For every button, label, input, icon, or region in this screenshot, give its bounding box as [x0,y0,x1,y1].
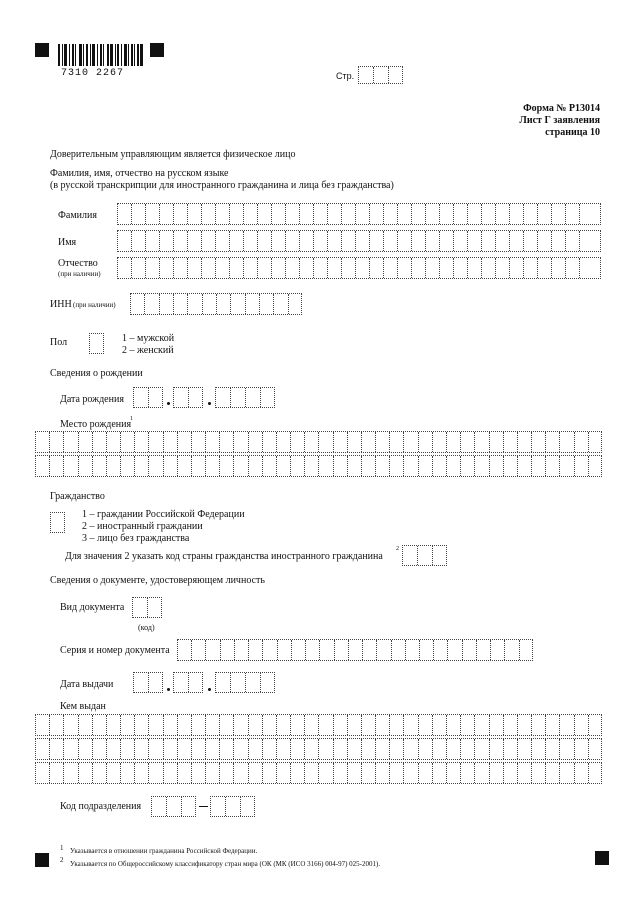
country-code-cells[interactable] [402,545,447,566]
footnote-1-num: 1 [60,844,64,852]
form-number: Форма № Р13014 [523,103,600,114]
issued-by-row-2[interactable] [35,738,602,760]
registration-mark-top-right [150,43,164,57]
date-separator-dot [167,402,170,405]
sex-option-1: 1 – мужской [122,333,175,344]
issued-by-row-3[interactable] [35,762,602,784]
birth-day-cells[interactable] [133,387,163,408]
footnote-2-text: Указывается по Общероссийскому классификатору стран мира (ОК (МК (ИСО 3166) 004-97) 025-2001). [70,860,381,868]
surname-label: Фамилия [58,210,97,221]
barcode [58,44,143,66]
date-separator-dot [208,688,211,691]
document-type-cells[interactable] [132,597,162,618]
sex-option-2: 2 – женский [122,345,174,356]
inn-note: (при наличии) [73,301,116,309]
issue-year-cells[interactable] [215,672,275,693]
footnote-2-num: 2 [60,856,64,864]
sheet-label: Лист Г заявления [519,115,600,126]
issue-month-cells[interactable] [173,672,203,693]
footnote-ref-2: 2 [396,546,399,552]
section-title: Доверительным управляющим является физическое лицо [50,149,296,160]
registration-mark-top-left [35,43,49,57]
patronymic-note: (при наличии) [58,270,101,278]
inn-cells[interactable] [130,293,302,315]
citizenship-option-1: 1 – граждании Российской Федерации [82,509,245,520]
surname-cells[interactable] [117,203,601,225]
page-label-right: страница 10 [545,127,600,138]
inn-label: ИНН [50,299,72,310]
issue-day-cells[interactable] [133,672,163,693]
citizenship-option-3: 3 – лицо без гражданства [82,533,190,544]
registration-mark-bottom-left [35,853,49,867]
name-hint: Фамилия, имя, отчество на русском языке [50,168,229,179]
birth-month-cells[interactable] [173,387,203,408]
citizenship-option-2: 2 – иностранный граждании [82,521,203,532]
citizenship-cell[interactable] [50,512,65,533]
translit-hint: (в русской транскрипции для иностранного гражданина и лица без гражданства) [50,180,394,191]
page-number-cells[interactable] [358,66,403,84]
birth-section-title: Сведения о рождении [50,368,143,379]
birth-date-label: Дата рождения [60,394,124,405]
birth-place-row-2[interactable] [35,455,602,477]
barcode-number: 7310 2267 [61,68,125,79]
birth-place-row-1[interactable] [35,431,602,453]
sex-cell[interactable] [89,333,104,354]
patronymic-cells[interactable] [117,257,601,279]
dept-code-part-1[interactable] [151,796,196,817]
series-number-label: Серия и номер документа [60,645,170,656]
document-type-label: Вид документа [60,602,125,613]
citizenship-section-title: Гражданство [50,491,105,502]
date-separator-dot [167,688,170,691]
dept-code-label: Код подразделения [60,801,142,812]
birth-year-cells[interactable] [215,387,275,408]
date-separator-dot [208,402,211,405]
issue-date-label: Дата выдачи [60,679,114,690]
document-section-title: Сведения о документе, удостоверяющем личность [50,575,265,586]
footnote-ref-1: 1 [130,416,133,422]
dept-code-dash [199,806,208,807]
document-type-note: (код) [138,623,155,632]
dept-code-part-2[interactable] [210,796,255,817]
birth-place-label: Место рождения [60,419,132,430]
series-number-cells[interactable] [177,639,533,661]
issued-by-row-1[interactable] [35,714,602,736]
issued-by-label: Кем выдан [60,701,106,712]
registration-mark-bottom-right [595,851,609,865]
footnote-1-text: Указывается в отношении гражданина Российской Федерации. [70,847,258,855]
sex-label: Пол [50,337,68,348]
country-code-hint: Для значения 2 указать код страны гражданства иностранного гражданина [65,551,383,562]
patronymic-label: Отчество [58,258,98,269]
name-label: Имя [58,237,77,248]
page-label: Стр. [336,71,355,81]
name-cells[interactable] [117,230,601,252]
